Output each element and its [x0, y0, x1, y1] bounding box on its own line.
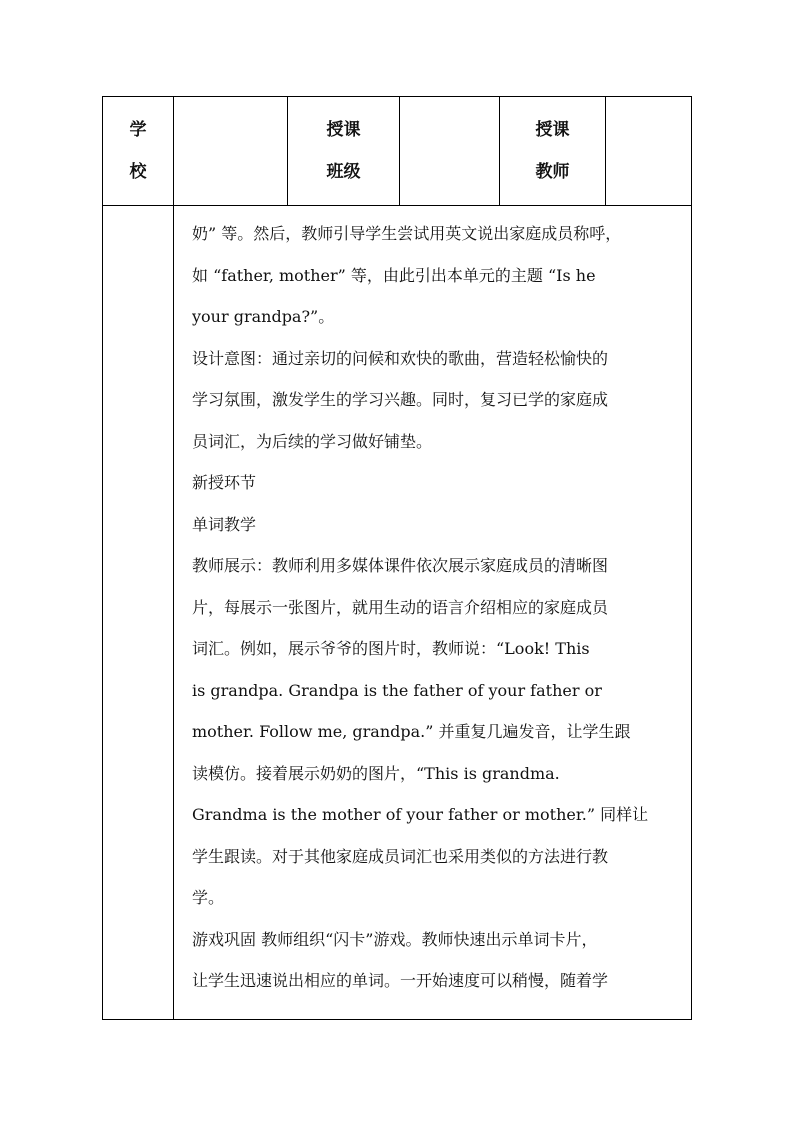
header-divider: [103, 205, 691, 206]
content-line: your grandpa?”。: [192, 307, 335, 326]
teacher-label: 授课 教师: [535, 120, 570, 182]
lesson-plan-table: [102, 96, 692, 1020]
content-line: 学习氛围，激发学生的学习兴趣。同时，复习已学的家庭成: [192, 390, 609, 409]
content-line: mother. Follow me, grandpa.” 并重复几遍发音，让学生跟: [192, 722, 631, 741]
class-label: 授课 班级: [326, 120, 361, 182]
content-line: is grandpa. Grandpa is the father of your father or: [192, 680, 602, 700]
content-line: 让学生迅速说出相应的单词。一开始速度可以稍慢，随着学: [192, 971, 609, 990]
content-line: 读模仿。接着展示奶奶的图片，“This is grandma.: [192, 763, 560, 783]
content-line: 片，每展示一张图片，就用生动的语言介绍相应的家庭成员: [192, 597, 609, 617]
class-value-cell: [400, 97, 499, 205]
content-line: 设计意图：通过亲切的问候和欢快的歌曲，营造轻松愉快的: [192, 348, 609, 368]
teacher-value-cell: [606, 97, 692, 205]
content-line: 单词教学: [192, 514, 257, 534]
content-line: 教师展示：教师利用多媒体课件依次展示家庭成员的清晰图: [192, 556, 609, 575]
lesson-content: [192, 213, 678, 1002]
content-line: 游戏巩固 教师组织“闪卡”游戏。教师快速出示单词卡片，: [192, 929, 598, 949]
content-line: 如 “father, mother” 等，由此引出本单元的主题 “Is he: [192, 265, 596, 285]
content-line: 新授环节: [192, 473, 257, 492]
content-line: 词汇。例如，展示爷爷的图片时，教师说：“Look! This: [192, 639, 590, 658]
content-line: 奶” 等。然后，教师引导学生尝试用英文说出家庭成员称呼，: [192, 224, 622, 243]
content-line: 学生跟读。对于其他家庭成员词汇也采用类似的方法进行教: [192, 846, 609, 866]
content-line: 员词汇，为后续的学习做好铺垫。: [192, 431, 433, 451]
school-label: 学 校: [129, 120, 147, 182]
content-line: Grandma is the mother of your father or mother.” 同样让: [192, 805, 649, 824]
column-divider: [173, 97, 174, 1020]
content-line: 学。: [192, 888, 225, 907]
school-value-cell: [174, 97, 287, 205]
